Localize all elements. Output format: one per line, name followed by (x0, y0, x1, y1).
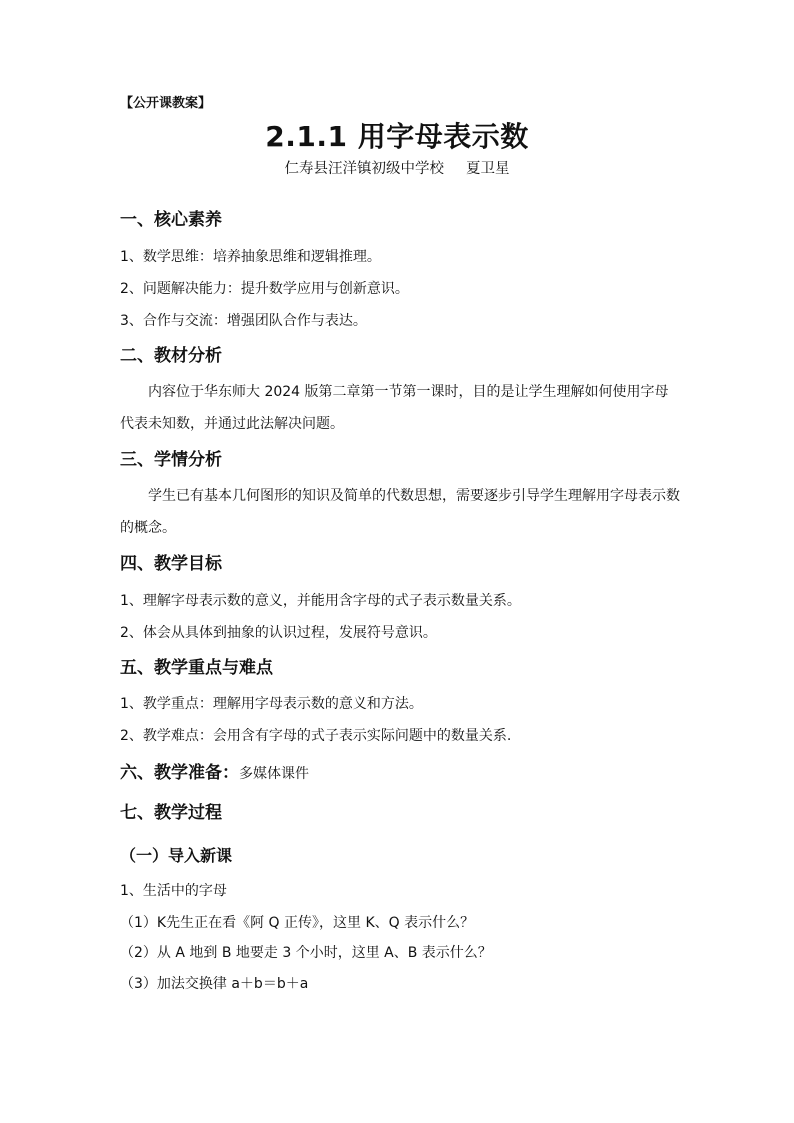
section-heading-teaching-goals: 四、教学目标 (120, 554, 222, 574)
list-item: 2、体会从具体到抽象的认识过程，发展符号意识。 (120, 625, 437, 641)
section-heading-preparation (120, 765, 309, 782)
section-heading-student-analysis: 三、学情分析 (120, 450, 222, 470)
paragraph-textbook-analysis: 内容位于华东师大 2024 版第二章第一节第一课时，目的是让学生理解如何使用字母代表未知数，并通过此法解决问题。 (120, 384, 669, 432)
section-heading-textbook-analysis: 二、教材分析 (120, 346, 222, 366)
section-heading-core-literacy: 一、核心素养 (120, 210, 222, 230)
preparation-value: 多媒体课件 (239, 766, 309, 782)
lesson-type-tag: 【公开课教案】 (120, 96, 212, 111)
list-item: 1、理解字母表示数的意义，并能用含字母的式子表示数量关系。 (120, 593, 521, 609)
list-item: 2、问题解决能力：提升数学应用与创新意识。 (120, 281, 409, 297)
list-item: （3）加法交换律 a＋b＝b＋a (120, 976, 309, 992)
section-heading-key-points: 五、教学重点与难点 (120, 658, 273, 678)
author-line (0, 162, 794, 177)
preparation-label: 六、教学准备： (120, 763, 239, 783)
sub-heading-introduction: （一）导入新课 (120, 846, 233, 865)
document-title: 2.1.1 用字母表示数 (265, 120, 529, 153)
list-item: 1、数学思维：培养抽象思维和逻辑推理。 (120, 249, 381, 265)
section-heading-teaching-process: 七、教学过程 (120, 803, 222, 823)
list-item: 2、教学难点：会用含有字母的式子表示实际问题中的数量关系. (120, 728, 512, 744)
list-item: 1、生活中的字母 (120, 883, 227, 899)
list-item: 1、教学重点：理解用字母表示数的意义和方法。 (120, 696, 423, 712)
paragraph-student-analysis: 学生已有基本几何图形的知识及简单的代数思想，需要逐步引导学生理解用字母表示数的概念。 (120, 488, 680, 536)
author-name: 夏卫星 (466, 161, 510, 177)
list-item: （1）K先生正在看《阿 Q 正传》，这里 K、Q 表示什么？ (120, 915, 475, 931)
author-school: 仁寿县汪洋镇初级中学校 (284, 161, 444, 177)
list-item: 3、合作与交流：增强团队合作与表达。 (120, 313, 367, 329)
list-item: （2）从 A 地到 B 地要走 3 个小时，这里 A、B 表示什么？ (120, 945, 492, 961)
